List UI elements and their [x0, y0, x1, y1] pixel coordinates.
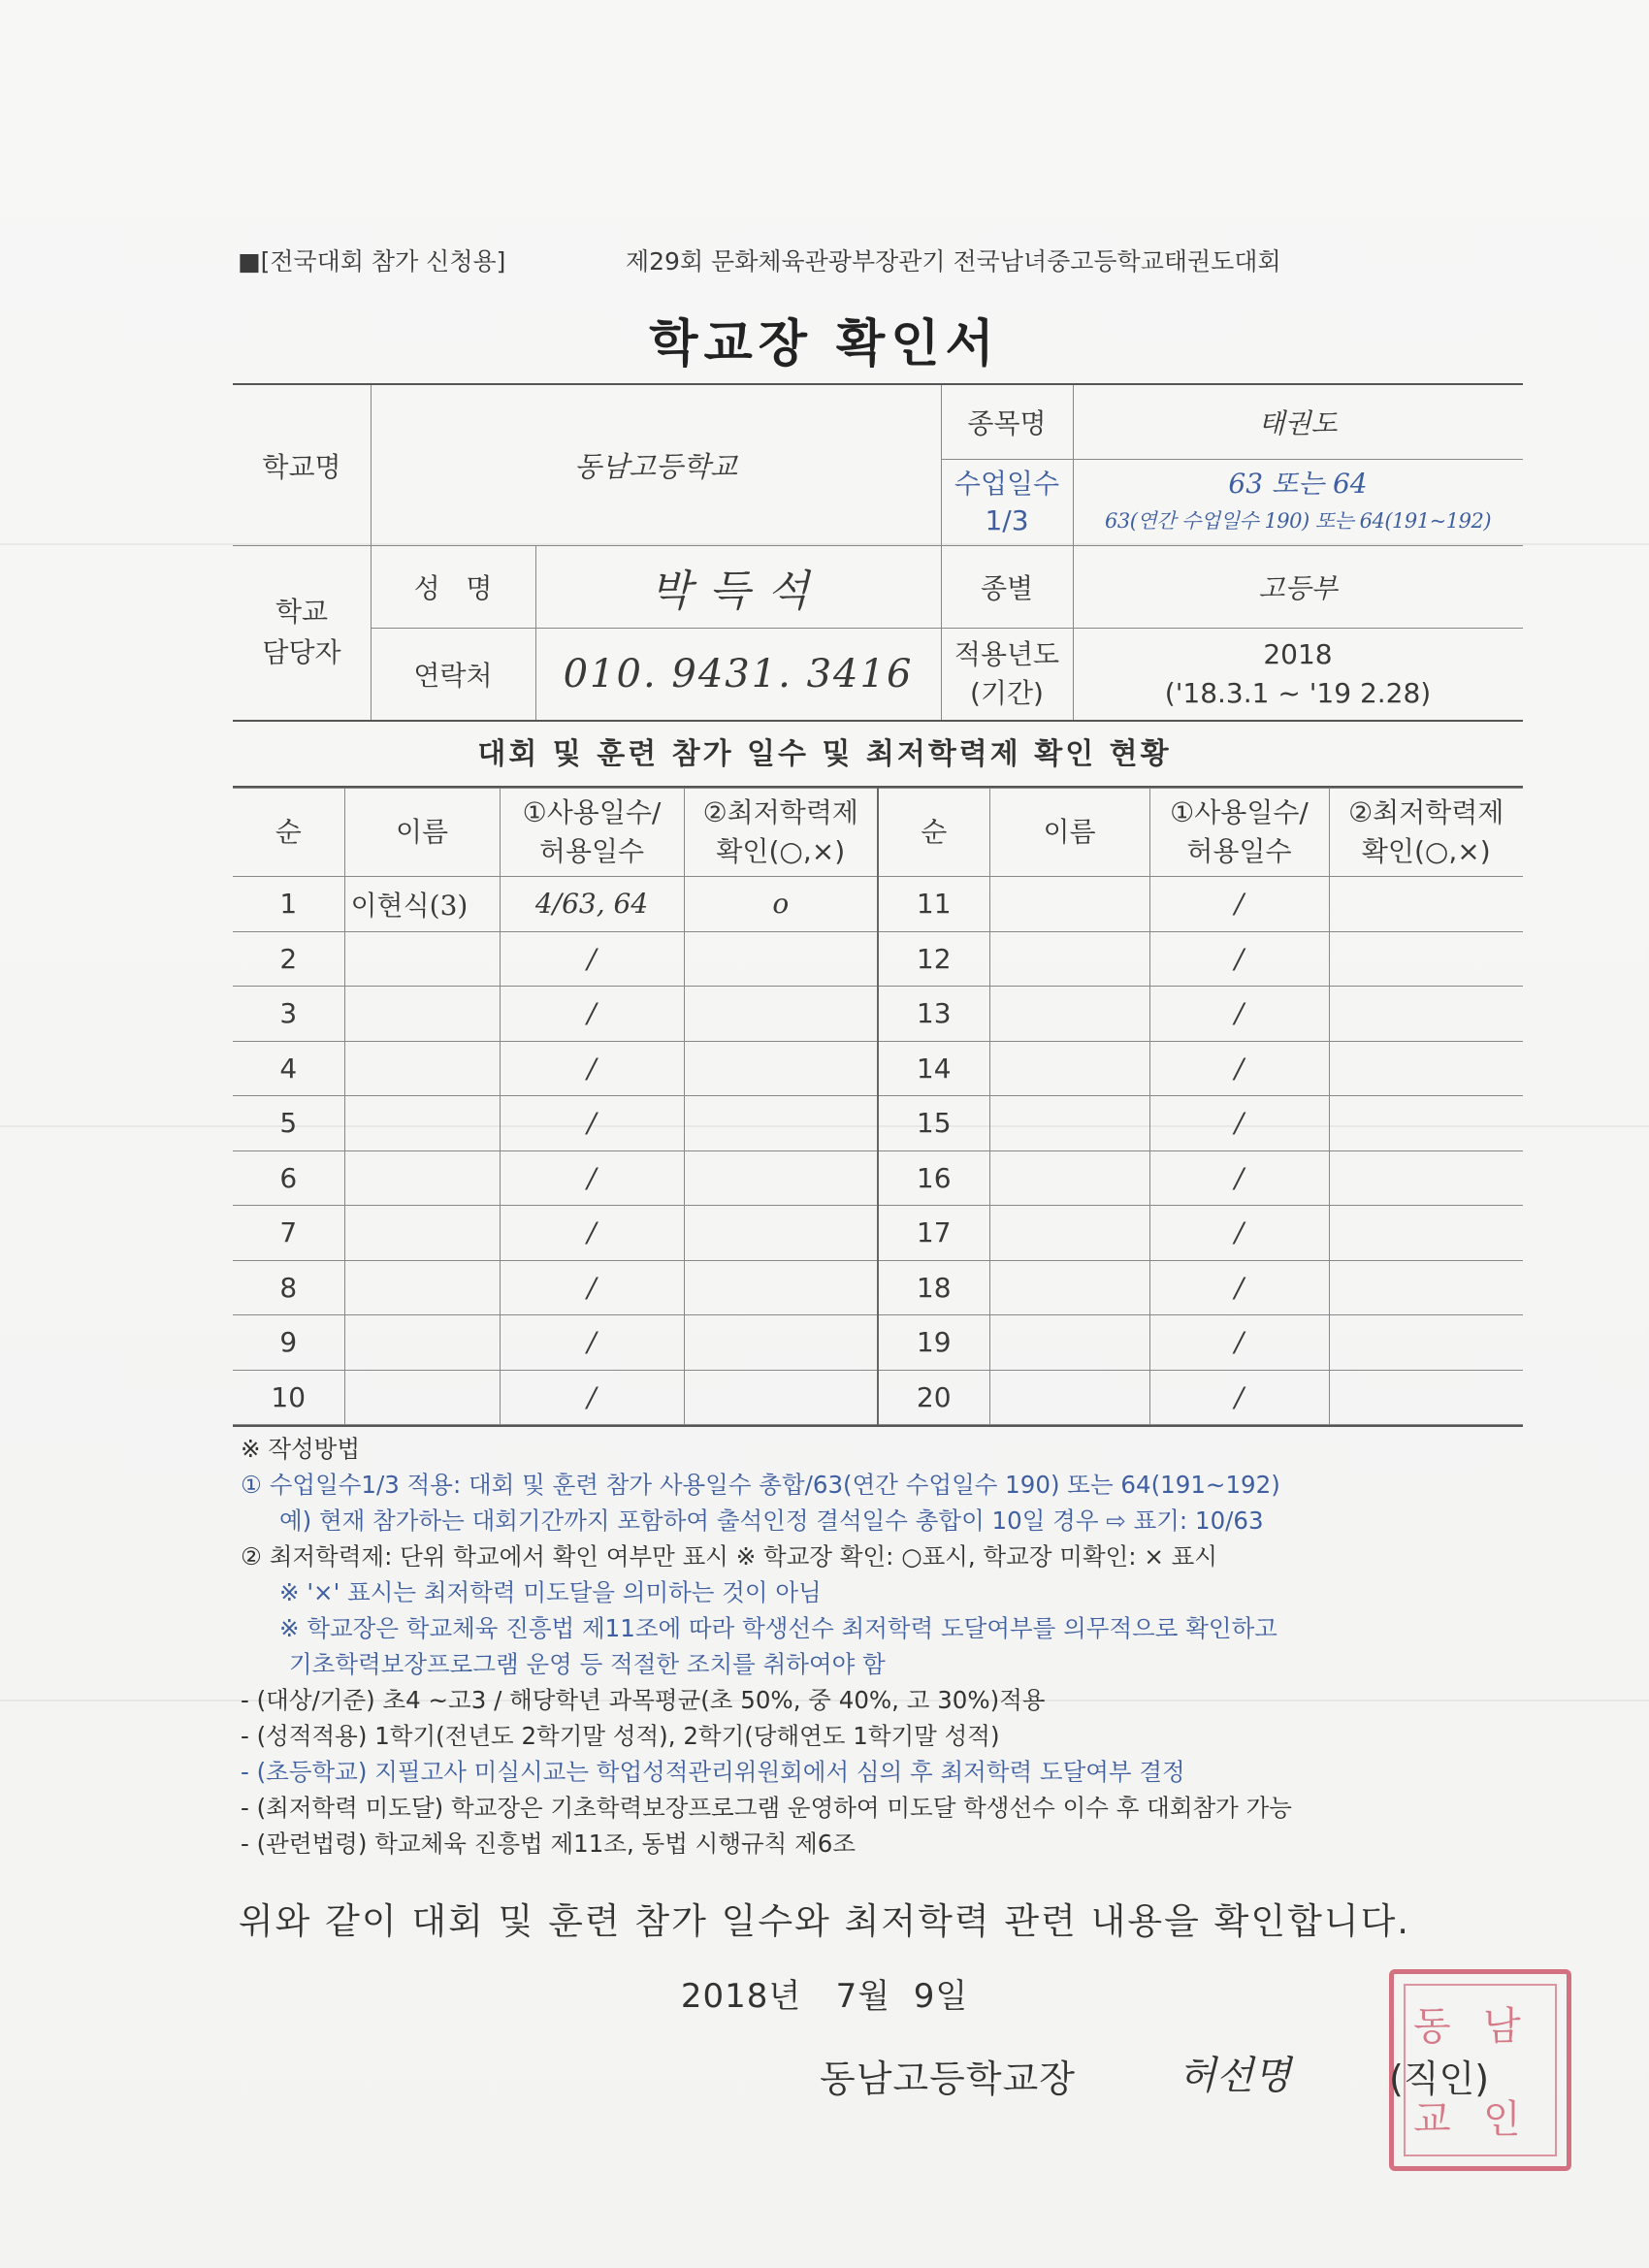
min-score-check [684, 931, 878, 987]
table-row [233, 1041, 1523, 1096]
sport-label: 종목명 [967, 407, 1047, 439]
row-number: 10 [233, 1370, 344, 1425]
min-score-check [1329, 987, 1523, 1042]
row-number: 12 [878, 931, 989, 987]
note-2c: 기초학력보장프로그램 운영 등 적절한 조치를 취하여야 함 [289, 1650, 886, 1678]
row-number: 8 [233, 1260, 344, 1315]
table-row [233, 931, 1523, 987]
student-name [344, 1370, 500, 1425]
row-number: 16 [878, 1150, 989, 1206]
manager-label-2: 담당자 [262, 636, 341, 668]
name-label: 성 명 [413, 571, 493, 604]
header-name: 이름 [344, 789, 500, 877]
school-label: 학교명 [262, 450, 341, 483]
min-score-check [684, 1096, 878, 1151]
header-check-2: 확인(○,×) [1361, 835, 1491, 867]
student-name [344, 1150, 500, 1206]
document-title: 학교장 확인서 [649, 315, 1000, 373]
year-value [1073, 628, 1523, 720]
used-days: / [1149, 1041, 1329, 1096]
note-1: ① 수업일수1/3 적용: 대회 및 훈련 참가 사용일수 총합/63(연간 수업일수 190) 또는 64(191~192) [241, 1471, 1280, 1499]
row-number: 15 [878, 1096, 989, 1151]
student-name [989, 987, 1149, 1042]
used-days: / [500, 987, 684, 1042]
row-number: 18 [878, 1260, 989, 1315]
min-score-check [1329, 1206, 1523, 1261]
manager-label [233, 545, 371, 720]
used-days: / [1149, 1150, 1329, 1206]
days-label-2: 1/3 [985, 503, 1029, 536]
student-name [344, 1206, 500, 1261]
min-score-check [1329, 1150, 1523, 1206]
table-row [233, 1315, 1523, 1371]
confirmation-statement: 위와 같이 대회 및 훈련 참가 일수와 최저학력 관련 내용을 확인합니다. [238, 1900, 1411, 1942]
detail-4: - (최저학력 미도달) 학교장은 기초학력보장프로그램 운영하여 미도달 학생선수 이수 후 대회참가 가능 [241, 1794, 1292, 1822]
principal-signature: 허선명 [1179, 2054, 1291, 2098]
row-number: 1 [233, 877, 344, 932]
row-number: 19 [878, 1315, 989, 1371]
row-number: 5 [233, 1096, 344, 1151]
student-name [344, 1260, 500, 1315]
used-days: / [1149, 1096, 1329, 1151]
used-days: / [500, 1260, 684, 1315]
header-name: 이름 [989, 789, 1149, 877]
table-row [233, 987, 1523, 1042]
used-days: / [1149, 1315, 1329, 1371]
row-number: 2 [233, 931, 344, 987]
manager-label-1: 학교 [275, 596, 329, 628]
info-table [233, 383, 1523, 722]
used-days: / [500, 1370, 684, 1425]
issue-date: 2018년 7월 9일 [680, 1977, 969, 2016]
min-score-check [1329, 877, 1523, 932]
student-name [989, 1370, 1149, 1425]
instructions [241, 1431, 1540, 1862]
min-score-check [684, 1315, 878, 1371]
min-score-check [1329, 1041, 1523, 1096]
detail-2: - (성적적용) 1학기(전년도 2학기말 성적), 2학기(당해연도 1학기말 성적) [241, 1722, 1000, 1750]
header-no: 순 [878, 789, 989, 877]
note-1-example: 예) 현재 참가하는 대회기간까지 포함하여 출석인정 결석일수 총합이 10일 경우 ⇨ 표기: 10/63 [279, 1507, 1264, 1535]
table-row [233, 1206, 1523, 1261]
used-days: / [1149, 877, 1329, 932]
row-number: 17 [878, 1206, 989, 1261]
table-row [233, 1370, 1523, 1425]
year-value-1: 2018 [1263, 637, 1333, 670]
used-days: / [500, 1150, 684, 1206]
year-label [941, 628, 1073, 720]
event-name: 제29회 문화체육관광부장관기 전국남녀중고등학교태권도대회 [626, 247, 1281, 275]
seal-glyph: 동 [1413, 2004, 1451, 2049]
days-label-1: 수업일수 [954, 467, 1060, 500]
row-number: 11 [878, 877, 989, 932]
year-value-2: ('18.3.1 ~ '19 2.28) [1164, 676, 1432, 709]
used-days: / [500, 1206, 684, 1261]
notes-heading: ※ 작성방법 [241, 1435, 360, 1463]
principal-title: 동남고등학교장 [820, 2057, 1076, 2100]
school-value: 동남고등학교 [573, 450, 738, 483]
row-number: 13 [878, 987, 989, 1042]
row-number: 14 [878, 1041, 989, 1096]
category-label: 종별 [980, 571, 1034, 604]
header-check-1: ②최저학력제 [1348, 796, 1504, 828]
min-score-check [684, 987, 878, 1042]
table-row [233, 1150, 1523, 1206]
used-days: / [1149, 987, 1329, 1042]
student-name [989, 1206, 1149, 1261]
note-2a: ※ '×' 표시는 최저학력 미도달을 의미하는 것이 아님 [279, 1578, 822, 1606]
days-label [941, 459, 1073, 545]
min-score-check [684, 1206, 878, 1261]
participation-table [233, 786, 1523, 1427]
row-number: 6 [233, 1150, 344, 1206]
student-name [989, 1041, 1149, 1096]
form-type: ■[전국대회 참가 신청용] [238, 247, 506, 275]
table-row [233, 1096, 1523, 1151]
header-check [1329, 789, 1523, 877]
header-no: 순 [233, 789, 344, 877]
min-score-check: o [684, 877, 878, 932]
student-name [344, 1315, 500, 1371]
min-score-check [1329, 1096, 1523, 1151]
used-days: / [500, 931, 684, 987]
row-number: 20 [878, 1370, 989, 1425]
header-days [500, 789, 684, 877]
sport-value: 태권도 [1258, 407, 1338, 439]
header-check-1: ②최저학력제 [702, 796, 858, 828]
seal-glyph: 남 [1483, 2004, 1521, 2049]
used-days: / [1149, 1370, 1329, 1425]
student-name: 이현식(3) [344, 877, 500, 932]
table-subtitle: 대회 및 훈련 참가 일수 및 최저학력제 확인 현황 [477, 737, 1172, 771]
min-score-check [684, 1041, 878, 1096]
header-days-1: ①사용일수/ [522, 796, 662, 828]
used-days: / [1149, 1206, 1329, 1261]
min-score-check [684, 1150, 878, 1206]
student-name [344, 987, 500, 1042]
contact-value: 010. 9431. 3416 [563, 651, 914, 697]
days-value-2: 63(연간 수업일수 190) 또는 64(191~192) [1104, 508, 1492, 533]
min-score-check [1329, 1315, 1523, 1371]
student-name [989, 1150, 1149, 1206]
used-days: / [500, 1096, 684, 1151]
used-days: / [1149, 1260, 1329, 1315]
header-days-1: ①사용일수/ [1170, 796, 1309, 828]
student-name [344, 1041, 500, 1096]
header-check [684, 789, 878, 877]
student-name [989, 931, 1149, 987]
row-number: 9 [233, 1315, 344, 1371]
detail-1: - (대상/기준) 초4 ~고3 / 해당학년 과목평균(초 50%, 중 40%, 고 30%)적용 [241, 1686, 1046, 1714]
student-name [344, 931, 500, 987]
table-row [233, 877, 1523, 932]
contact-label: 연락처 [413, 659, 493, 692]
student-name [989, 1315, 1149, 1371]
used-days: / [500, 1041, 684, 1096]
year-label-2: (기간) [970, 676, 1044, 709]
year-label-1: 적용년도 [954, 637, 1060, 670]
seal-glyph: 교 [1413, 2097, 1451, 2142]
student-name [989, 1096, 1149, 1151]
min-score-check [1329, 931, 1523, 987]
detail-5: - (관련법령) 학교체육 진흥법 제11조, 동법 시행규칙 제6조 [241, 1830, 857, 1858]
table-row [233, 1260, 1523, 1315]
seal-label: (직인) [1389, 2057, 1490, 2100]
student-name [344, 1096, 500, 1151]
header-days [1149, 789, 1329, 877]
note-2: ② 최저학력제: 단위 학교에서 확인 여부만 표시 ※ 학교장 확인: ○표시, 학교장 미확인: × 표시 [241, 1542, 1217, 1571]
min-score-check [1329, 1260, 1523, 1315]
row-number: 3 [233, 987, 344, 1042]
header-days-2: 허용일수 [538, 835, 645, 867]
min-score-check [684, 1260, 878, 1315]
category-value: 고등부 [1258, 571, 1338, 604]
table-header-row [233, 789, 1523, 877]
min-score-check [1329, 1370, 1523, 1425]
days-value [1073, 459, 1523, 545]
min-score-check [684, 1370, 878, 1425]
row-number: 7 [233, 1206, 344, 1261]
row-number: 4 [233, 1041, 344, 1096]
detail-3: - (초등학교) 지필고사 미실시교는 학업성적관리위원회에서 심의 후 최저학력 도달여부 결정 [241, 1758, 1185, 1786]
used-days: 4/63, 64 [500, 877, 684, 932]
header-check-2: 확인(○,×) [716, 835, 846, 867]
used-days: / [1149, 931, 1329, 987]
seal-glyph: 인 [1483, 2097, 1521, 2142]
note-2b: ※ 학교장은 학교체육 진흥법 제11조에 따라 학생선수 최저학력 도달여부를 의무적으로 확인하고 [279, 1614, 1277, 1642]
student-name [989, 877, 1149, 932]
days-value-1: 63 또는 64 [1228, 467, 1368, 500]
student-name [989, 1260, 1149, 1315]
name-value: 박득석 [650, 566, 826, 616]
used-days: / [500, 1315, 684, 1371]
header-days-2: 허용일수 [1186, 835, 1292, 867]
